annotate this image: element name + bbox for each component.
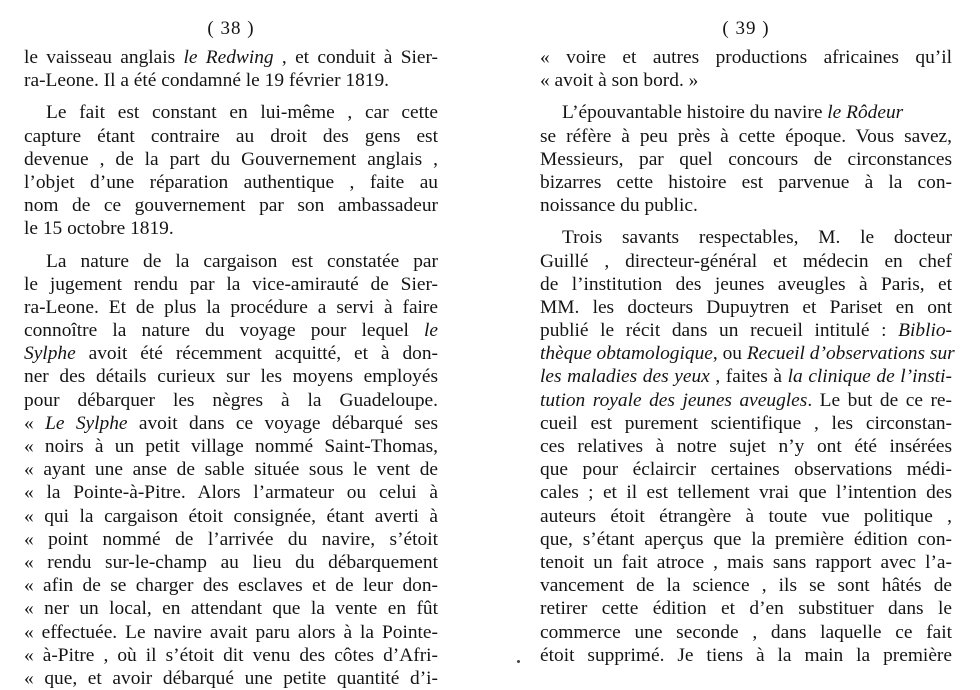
text-line xyxy=(540,505,952,528)
text-run: que, s’étant aperçus que la première édition con- xyxy=(540,528,952,550)
text-run: « rendu sur-le-champ au lieu du débarquement xyxy=(24,551,438,573)
text-run: , et conduit à Sier- xyxy=(273,47,439,68)
text-line xyxy=(540,412,952,435)
text-line xyxy=(24,667,438,690)
text-line xyxy=(540,644,952,667)
italic-text: la clinique de l’insti- xyxy=(787,366,952,388)
text-run: Messieurs, par quel concours de circonstances xyxy=(540,148,952,170)
italic-text: Biblio- xyxy=(898,320,952,342)
paragraph-gap xyxy=(24,241,438,250)
text-line xyxy=(540,481,952,504)
italic-text: thèque obtamologique xyxy=(540,343,713,365)
text-line xyxy=(540,319,952,342)
text-run: cueil est purement scientifique , les circonstan- xyxy=(540,412,952,434)
text-run: « xyxy=(24,412,46,434)
text-run: « que, et avoir débarqué une petite quantité d’i- xyxy=(24,667,438,689)
text-run: ner des détails curieux sur les moyens employés xyxy=(24,366,438,388)
text-run: pour débarquer les nègres à la Guadeloupe. xyxy=(24,389,438,411)
text-line xyxy=(540,46,952,69)
text-line xyxy=(24,194,438,217)
text-line xyxy=(540,621,952,644)
text-run: . Le but de ce re- xyxy=(807,389,952,411)
text-run: cales ; et il est tellement vrai que l’intention des xyxy=(540,482,952,504)
text-line xyxy=(24,46,438,69)
text-run: connoître la nature du voyage pour lequel xyxy=(24,320,424,342)
text-line xyxy=(24,435,438,458)
right-page xyxy=(540,0,955,677)
text-line xyxy=(24,250,438,273)
text-run: Le fait est constant en lui-même , car cette xyxy=(46,102,438,124)
text-run: auteurs étoit étrangère à toute vue politique , xyxy=(540,505,952,527)
text-line xyxy=(24,365,438,388)
text-line xyxy=(540,365,952,388)
text-line xyxy=(24,458,438,481)
text-line xyxy=(540,226,952,249)
text-run: le jugement rendu par la vice-amirauté de Sier- xyxy=(24,273,438,295)
text-line xyxy=(540,69,952,92)
text-run: avoit été récemment acquitté, et à don- xyxy=(75,343,438,365)
text-line xyxy=(24,125,438,148)
text-run: nom de ce gouvernement par son ambassadeur xyxy=(24,195,438,217)
text-line xyxy=(540,551,952,574)
italic-text: tution royale des jeunes aveugles xyxy=(540,389,808,411)
text-run: , ou xyxy=(712,343,747,365)
paragraph-gap xyxy=(540,92,952,101)
text-run: capture étant contraire au droit des gens est xyxy=(24,125,438,147)
text-run: avoit dans ce voyage débarqué ses xyxy=(127,412,438,434)
italic-text: les maladies des yeux xyxy=(540,366,710,388)
text-line xyxy=(24,412,438,435)
text-line xyxy=(24,342,438,365)
text-line xyxy=(540,148,952,171)
italic-text: le xyxy=(424,320,438,342)
italic-text: Recueil d’observations sur xyxy=(746,343,955,365)
text-line xyxy=(24,528,438,551)
text-line xyxy=(540,194,952,217)
text-run: bizarres cette histoire est parvenue à la con- xyxy=(540,171,952,193)
left-page xyxy=(24,0,439,689)
text-run: « la Pointe-à-Pitre. Alors l’armateur ou celui à xyxy=(24,482,438,504)
text-line xyxy=(24,69,438,92)
text-line xyxy=(540,528,952,551)
text-run: commerce une seconde , dans laquelle ce fait xyxy=(540,621,952,643)
text-run: ra-Leone. Et de plus la procédure a servi à faire xyxy=(24,296,438,318)
italic-text: le Redwing xyxy=(183,47,274,68)
text-run: le 15 octobre 1819. xyxy=(24,218,174,240)
text-line xyxy=(540,125,952,148)
text-run: ra-Leone. Il a été condamné le 19 février 1819. xyxy=(24,70,390,92)
text-line xyxy=(540,296,952,319)
text-run: « afin de se charger des esclaves et de leur don- xyxy=(24,575,438,597)
text-line xyxy=(24,101,438,124)
ink-speck xyxy=(517,660,520,663)
text-line xyxy=(24,551,438,574)
text-run: , faites à xyxy=(709,366,788,388)
text-line xyxy=(24,481,438,504)
text-line xyxy=(24,505,438,528)
text-line xyxy=(24,389,438,412)
italic-text: Le Sylphe xyxy=(45,412,128,434)
text-run: La nature de la cargaison est constatée par xyxy=(46,250,438,272)
text-run: publié le récit dans un recueil intitulé : xyxy=(540,320,899,342)
text-line xyxy=(24,148,438,171)
text-line xyxy=(540,574,952,597)
right-page-number: ( 39 ) xyxy=(722,18,770,39)
text-run: « voire et autres productions africaines qu’il xyxy=(540,47,952,68)
text-run: ces relatives à notre sujet n’y ont été insérées xyxy=(540,436,952,457)
text-run: « ayant une anse de sable située sous le vent de xyxy=(24,459,438,481)
text-line xyxy=(24,644,438,667)
text-line xyxy=(24,597,438,620)
italic-text: Sylphe xyxy=(24,343,76,365)
text-line xyxy=(540,101,952,124)
text-line xyxy=(24,273,438,296)
text-run: de l’institution des jeunes aveugles à Paris, et xyxy=(540,273,952,295)
text-run: « à-Pitre , où il s’étoit dit venu des côtes d’Afri- xyxy=(24,644,438,666)
text-line xyxy=(540,250,952,273)
text-run: MM. les docteurs Dupuytren et Pariset en ont xyxy=(540,296,952,318)
text-run: l’objet d’une réparation authentique , faite au xyxy=(24,171,438,193)
text-run: noissance du public. xyxy=(540,195,698,217)
text-run: retirer cette édition et d’en substituer dans le xyxy=(540,598,952,620)
text-line xyxy=(24,621,438,644)
text-line xyxy=(540,389,952,412)
text-line xyxy=(540,458,952,481)
text-line xyxy=(24,319,438,342)
text-run: « point nommé de l’arrivée du navire, s’étoit xyxy=(24,528,438,550)
text-run: tenoit un fait atroce , mais sans rapport avec l’a- xyxy=(540,551,952,573)
text-run: « qui la cargaison étoit consignée, étant averti à xyxy=(24,505,438,527)
text-run: L’épouvantable histoire du navire xyxy=(562,102,828,124)
text-line xyxy=(24,217,438,240)
left-page-number: ( 38 ) xyxy=(207,18,255,39)
right-page-text xyxy=(540,46,955,667)
left-page-text xyxy=(24,46,438,690)
paragraph-gap xyxy=(540,217,952,226)
text-line xyxy=(540,435,952,458)
text-run: vancement de la science , ils se sont hâtés de xyxy=(540,575,952,597)
text-line xyxy=(540,597,952,620)
text-run: devenue , de la part du Gouvernement anglais , xyxy=(24,148,438,170)
text-run: Trois savants respectables, M. le docteur xyxy=(562,227,952,249)
text-run: « noirs à un petit village nommé Saint-Thomas, xyxy=(24,436,438,457)
text-run: que pour éclaircir certaines observations médi- xyxy=(540,459,952,481)
text-line xyxy=(24,171,438,194)
paragraph-gap xyxy=(24,92,438,101)
text-line xyxy=(24,574,438,597)
text-run: « effectuée. Le navire avait paru alors à la Pointe- xyxy=(24,621,438,643)
text-run: se réfère à peu près à cette époque. Vous savez, xyxy=(540,125,952,147)
text-line xyxy=(24,296,438,319)
text-run: étoit supprimé. Je tiens à la main la première xyxy=(540,644,952,666)
text-run: Guillé , directeur-général et médecin en chef xyxy=(540,250,952,272)
text-run: « avoit à son bord. » xyxy=(540,70,699,92)
text-line xyxy=(540,342,955,365)
text-line xyxy=(540,171,952,194)
italic-text: le Rôdeur xyxy=(827,102,904,124)
text-line xyxy=(540,273,952,296)
text-run: « ner un local, en attendant que la vente en fût xyxy=(24,598,438,620)
text-run: le vaisseau anglais xyxy=(24,47,184,68)
